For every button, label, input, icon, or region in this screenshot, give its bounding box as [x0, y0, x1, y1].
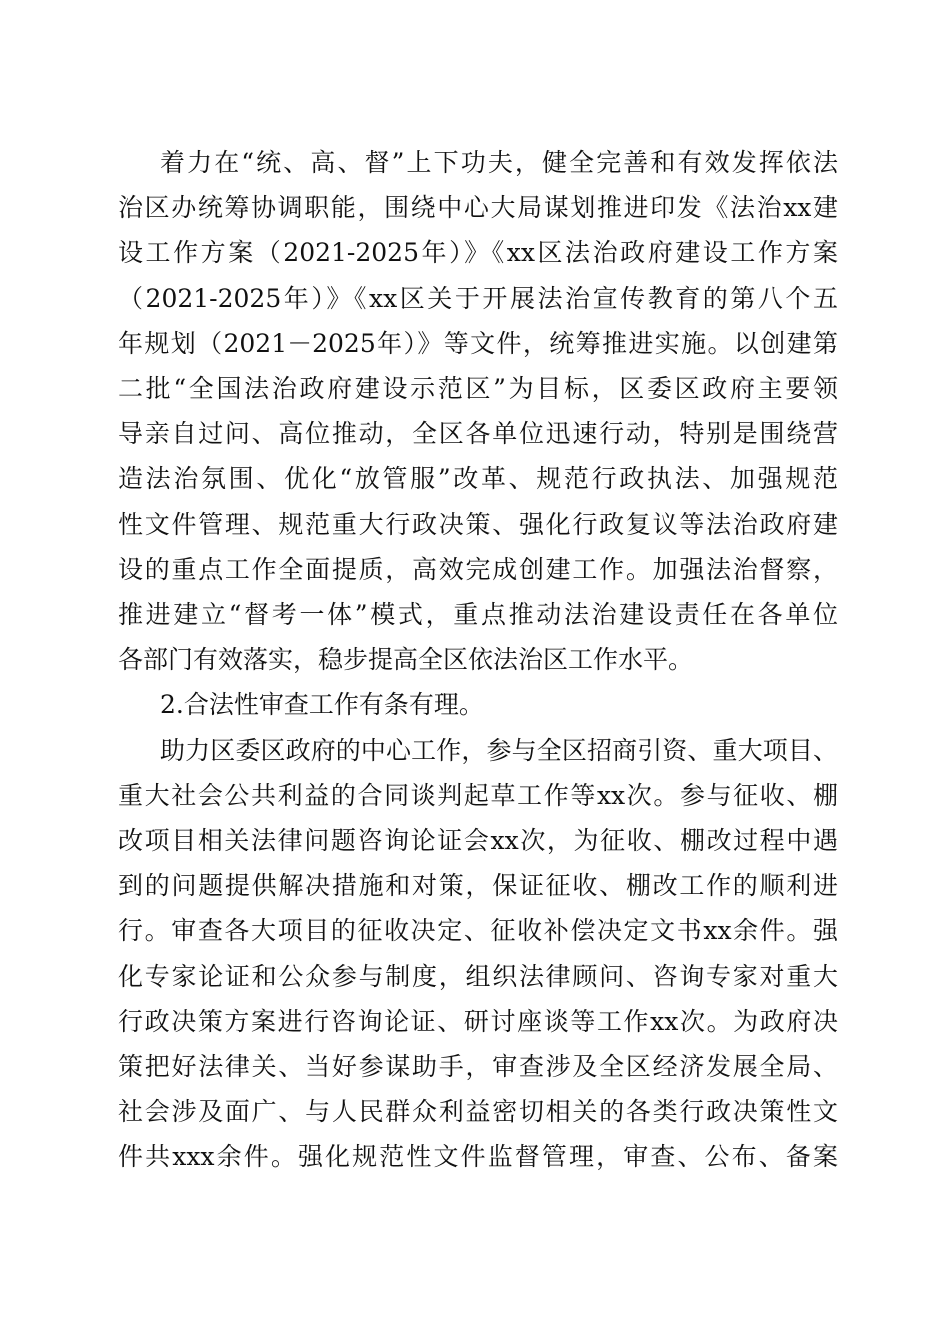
paragraph-line: 治区办统筹协调职能，围绕中心大局谋划推进印发《法治xx建	[118, 193, 838, 222]
paragraph-line: 改项目相关法律问题咨询论证会xx次，为征收、棚改过程中遇	[118, 826, 838, 855]
paragraph-line: 性文件管理、规范重大行政决策、强化行政复议等法治政府建	[118, 510, 838, 539]
paragraph-line: 助力区委区政府的中心工作，参与全区招商引资、重大项目、	[160, 736, 838, 765]
paragraph-line: 各部门有效落实，稳步提高全区依法治区工作水平。	[118, 645, 694, 674]
paragraph-line: 件共xxx余件。强化规范性文件监督管理，审查、公布、备案	[118, 1142, 838, 1171]
paragraph-line: 重大社会公共利益的合同谈判起草工作等xx次。参与征收、棚	[118, 781, 838, 810]
paragraph-line: 社会涉及面广、与人民群众利益密切相关的各类行政决策性文	[118, 1097, 838, 1126]
paragraph-line: 着力在“统、高、督”上下功夫，健全完善和有效发挥依法	[160, 148, 838, 177]
paragraph-line: 设工作方案（2021-2025年）》《xx区法治政府建设工作方案	[118, 238, 838, 267]
paragraph-line: 推进建立“督考一体”模式，重点推动法治建设责任在各单位	[118, 600, 838, 629]
section-heading: 2.合法性审查工作有条有理。	[160, 690, 484, 719]
paragraph-line: 造法治氛围、优化“放管服”改革、规范行政执法、加强规范	[118, 464, 838, 493]
paragraph-line: 行政决策方案进行咨询论证、研讨座谈等工作xx次。为政府决	[118, 1007, 838, 1036]
paragraph-line: 行。审查各大项目的征收决定、征收补偿决定文书xx余件。强	[118, 916, 838, 945]
paragraph-line: （2021-2025年）》《xx区关于开展法治宣传教育的第八个五	[118, 284, 838, 313]
paragraph-line: 策把好法律关、当好参谋助手，审查涉及全区经济发展全局、	[118, 1052, 838, 1081]
paragraph-line: 二批“全国法治政府建设示范区”为目标，区委区政府主要领	[118, 374, 838, 403]
paragraph-line: 化专家论证和公众参与制度，组织法律顾问、咨询专家对重大	[118, 962, 838, 991]
paragraph-line: 年规划（2021－2025年）》等文件，统筹推进实施。以创建第	[118, 329, 838, 358]
paragraph-line: 到的问题提供解决措施和对策，保证征收、棚改工作的顺利进	[118, 871, 838, 900]
paragraph-line: 导亲自过问、高位推动，全区各单位迅速行动，特别是围绕营	[118, 419, 838, 448]
paragraph-line: 设的重点工作全面提质，高效完成创建工作。加强法治督察，	[118, 555, 838, 584]
